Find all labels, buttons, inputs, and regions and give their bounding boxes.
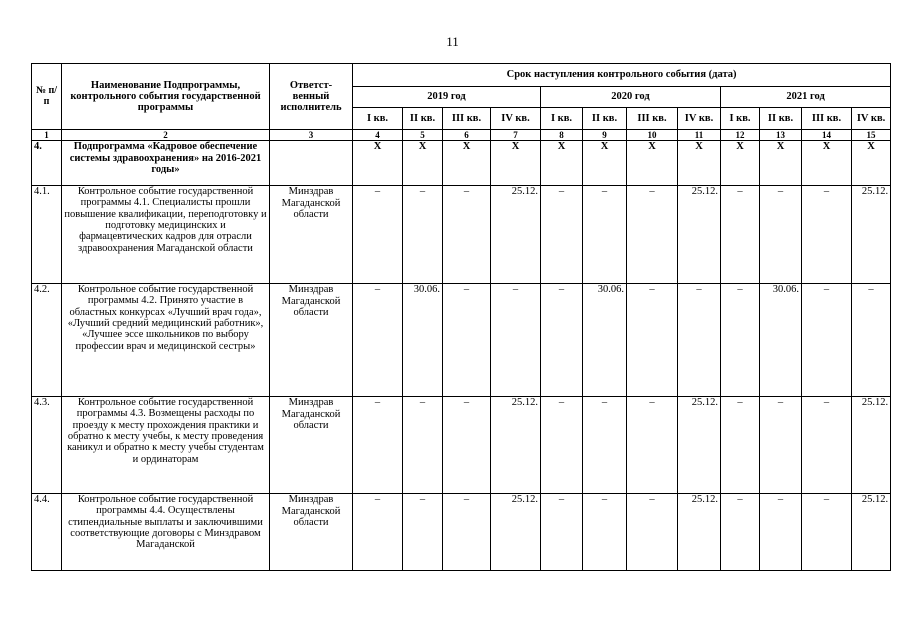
header-quarter: I кв. [721, 108, 760, 130]
row-date-cell: – [802, 186, 852, 284]
row-date-cell: – [353, 397, 403, 494]
column-index: 5 [403, 130, 443, 141]
subprogram-row [32, 141, 891, 186]
row-date-cell: – [443, 397, 491, 494]
header-quarter: III кв. [443, 108, 491, 130]
table-row [32, 397, 891, 494]
row-responsible [270, 141, 353, 186]
row-date-cell: – [583, 494, 627, 571]
header-year-2021: 2021 год [721, 87, 891, 108]
row-date-cell: – [541, 186, 583, 284]
row-date-cell: – [541, 284, 583, 397]
row-date-cell: X [852, 141, 891, 186]
row-date-cell: X [403, 141, 443, 186]
column-index: 14 [802, 130, 852, 141]
column-index-row [32, 130, 891, 141]
row-responsible: Минздрав Магаданской области [270, 397, 353, 494]
column-index: 10 [627, 130, 678, 141]
header-quarter: IV кв. [852, 108, 891, 130]
column-index: 3 [270, 130, 353, 141]
row-date-cell: 25.12. [852, 494, 891, 571]
row-date-cell: – [583, 397, 627, 494]
header-quarter: II кв. [583, 108, 627, 130]
row-date-cell: 25.12. [678, 397, 721, 494]
table-row [32, 494, 891, 571]
row-date-cell: – [678, 284, 721, 397]
row-date-cell: – [403, 186, 443, 284]
row-date-cell: X [802, 141, 852, 186]
row-date-cell: X [760, 141, 802, 186]
row-number: 4.1. [32, 186, 62, 284]
header-responsible: Ответст-венный исполнитель [270, 64, 353, 130]
row-date-cell: X [353, 141, 403, 186]
row-date-cell: – [443, 284, 491, 397]
header-quarter: IV кв. [491, 108, 541, 130]
row-date-cell: – [721, 397, 760, 494]
row-responsible: Минздрав Магаданской области [270, 284, 353, 397]
column-index: 15 [852, 130, 891, 141]
row-number: 4.3. [32, 397, 62, 494]
row-date-cell: X [583, 141, 627, 186]
row-date-cell: – [353, 186, 403, 284]
header-quarter: III кв. [627, 108, 678, 130]
header-quarter: III кв. [802, 108, 852, 130]
header-name: Наименование Подпрограммы, контрольного события государственной программы [62, 64, 270, 130]
row-date-cell: – [491, 284, 541, 397]
header-quarter: II кв. [403, 108, 443, 130]
header-year-2020: 2020 год [541, 87, 721, 108]
header-year-2019: 2019 год [353, 87, 541, 108]
header-quarter: I кв. [541, 108, 583, 130]
row-date-cell: X [627, 141, 678, 186]
column-index: 13 [760, 130, 802, 141]
row-date-cell: X [443, 141, 491, 186]
row-date-cell: – [802, 494, 852, 571]
header-quarter: IV кв. [678, 108, 721, 130]
row-responsible: Минздрав Магаданской области [270, 494, 353, 571]
column-index: 11 [678, 130, 721, 141]
row-number: 4.2. [32, 284, 62, 397]
row-date-cell: – [802, 397, 852, 494]
row-date-cell: – [541, 397, 583, 494]
row-name: Контрольное событие государственной программы 4.2. Принято участие в областных конкурсах «Лучший врач года», «Лучший средний медицинский работник», «Лучшее эссе школьников по выбору профессии врач и медицинской сестры» [62, 284, 270, 397]
column-index: 9 [583, 130, 627, 141]
row-date-cell: – [760, 494, 802, 571]
row-date-cell: – [443, 494, 491, 571]
row-date-cell: – [443, 186, 491, 284]
row-date-cell: 30.06. [403, 284, 443, 397]
row-date-cell: – [583, 186, 627, 284]
page-number: 11 [446, 34, 459, 49]
row-date-cell: – [627, 186, 678, 284]
row-date-cell: – [541, 494, 583, 571]
column-index: 12 [721, 130, 760, 141]
row-date-cell: 25.12. [678, 494, 721, 571]
row-date-cell: – [760, 186, 802, 284]
row-number: 4.4. [32, 494, 62, 571]
row-date-cell: – [403, 397, 443, 494]
row-date-cell: – [627, 494, 678, 571]
column-index: 7 [491, 130, 541, 141]
header-quarter: I кв. [353, 108, 403, 130]
row-name: Подпрограмма «Кадровое обеспечение системы здравоохранения» на 2016-2021 годы» [62, 141, 270, 186]
header-number: № п/п [32, 64, 62, 130]
column-index: 6 [443, 130, 491, 141]
column-index: 1 [32, 130, 62, 141]
row-date-cell: 25.12. [852, 186, 891, 284]
row-date-cell: – [353, 284, 403, 397]
row-date-cell: X [541, 141, 583, 186]
row-name: Контрольное событие государственной программы 4.3. Возмещены расходы по проезду к месту прохождения практики и обратно к месту учебы, к месту проведения каникул и обратно к месту учебы студентам и ординаторам [62, 397, 270, 494]
row-date-cell: – [721, 284, 760, 397]
row-name: Контрольное событие государственной программы 4.1. Специалисты прошли повышение квалификации, переподготовку и подготовку медицинских и фармацевтических кадров для отрасли здравоохранения Магаданской области [62, 186, 270, 284]
row-date-cell: 25.12. [491, 186, 541, 284]
row-date-cell: – [721, 494, 760, 571]
row-date-cell: – [852, 284, 891, 397]
row-date-cell: – [627, 284, 678, 397]
row-date-cell: 25.12. [491, 397, 541, 494]
column-index: 4 [353, 130, 403, 141]
row-date-cell: – [403, 494, 443, 571]
column-index: 8 [541, 130, 583, 141]
row-date-cell: X [678, 141, 721, 186]
row-date-cell: – [627, 397, 678, 494]
row-date-cell: – [721, 186, 760, 284]
row-name: Контрольное событие государственной программы 4.4. Осуществлены стипендиальные выплаты и заключившими соответствующие договоры с Минздравом Магаданской [62, 494, 270, 571]
schedule-table [31, 63, 891, 571]
control-events-table [31, 63, 890, 571]
row-date-cell: 25.12. [852, 397, 891, 494]
table-row [32, 186, 891, 284]
row-number: 4. [32, 141, 62, 186]
row-date-cell: – [760, 397, 802, 494]
row-date-cell: 30.06. [583, 284, 627, 397]
header-term: Срок наступления контрольного события (дата) [353, 64, 891, 87]
row-date-cell: 25.12. [491, 494, 541, 571]
row-date-cell: – [802, 284, 852, 397]
row-date-cell: 30.06. [760, 284, 802, 397]
header-quarter: II кв. [760, 108, 802, 130]
row-date-cell: X [491, 141, 541, 186]
table-row [32, 284, 891, 397]
row-responsible: Минздрав Магаданской области [270, 186, 353, 284]
row-date-cell: 25.12. [678, 186, 721, 284]
row-date-cell: – [353, 494, 403, 571]
column-index: 2 [62, 130, 270, 141]
row-date-cell: X [721, 141, 760, 186]
